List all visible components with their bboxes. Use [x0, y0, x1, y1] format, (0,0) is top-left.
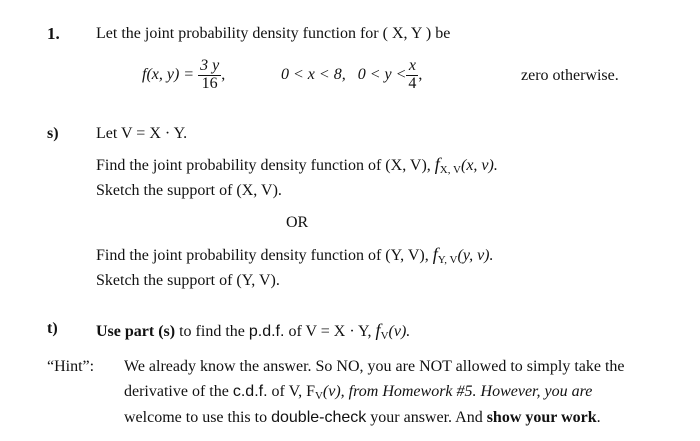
- density-denominator: 16: [201, 74, 218, 92]
- density-otherwise: zero otherwise.: [521, 67, 619, 84]
- problem-intro: Let the joint probability density function for ( X, Y ) be: [96, 25, 451, 42]
- part-t-f: f: [375, 320, 381, 340]
- hint-line3-a: welcome to use this to: [124, 409, 272, 426]
- hint-label: “Hint”:: [47, 358, 95, 375]
- pdf-term: p.d.f.: [248, 323, 285, 340]
- condition-x: 0 < x < 8,: [281, 66, 346, 83]
- condition-y-denominator: 4: [408, 74, 417, 92]
- density-numerator: 3 y: [200, 56, 220, 74]
- hint-line3-b: your answer. And: [366, 409, 487, 426]
- condition-y-left: 0 < y <: [357, 66, 407, 83]
- condition-y-comma: ,: [418, 66, 423, 83]
- double-check-term: double-check: [271, 409, 367, 426]
- part-s-sketch-yv: Sketch the support of (Y, V).: [96, 272, 280, 289]
- hint-line2-b: of V, F: [267, 383, 315, 400]
- use-part-s: Use part (s): [96, 323, 176, 340]
- part-t-text: [96, 320, 410, 342]
- density-formula: [142, 58, 225, 92]
- part-s-find-xv: [96, 154, 498, 176]
- density-lhs: f(x, y) =: [142, 66, 195, 83]
- part-t-rest2: of V = X · Y,: [284, 323, 376, 340]
- hint-line2-a: derivative of the: [124, 383, 233, 400]
- find-xv-f: f: [434, 154, 440, 174]
- part-t-label: t): [47, 320, 58, 337]
- density-conditions: [281, 58, 422, 92]
- part-s-sketch-xv: Sketch the support of (X, V).: [96, 182, 282, 199]
- find-yv-f: f: [432, 244, 438, 264]
- find-xv-text: Find the joint probability density function of (X, V),: [96, 157, 435, 174]
- problem-number: 1.: [47, 24, 60, 43]
- hint-line2-sub: V: [314, 390, 323, 402]
- hint-line-1: We already know the answer. So NO, you are NOT allowed to simply take the: [124, 358, 625, 375]
- condition-y-numerator: x: [406, 58, 418, 76]
- find-yv-sub: Y, V: [437, 254, 458, 266]
- cdf-term: c.d.f.: [232, 383, 268, 400]
- part-t-rest1: to find the: [175, 323, 249, 340]
- part-s-let: Let V = X · Y.: [96, 125, 188, 142]
- part-t-sub: V: [380, 330, 389, 342]
- part-s-find-yv: [96, 244, 494, 266]
- find-xv-sub: X, V: [439, 164, 461, 176]
- hint-line3-c: .: [596, 409, 601, 426]
- find-yv-args: (y, v).: [457, 247, 494, 264]
- find-yv-text: Find the joint probability density function of (Y, V),: [96, 247, 433, 264]
- hint-line2-c: (v), from Homework #5. However, you are: [322, 383, 593, 400]
- density-comma: ,: [221, 66, 226, 83]
- hint-line-3: [124, 409, 601, 427]
- density-fraction: [198, 58, 221, 93]
- show-your-work: show your work: [486, 409, 597, 426]
- condition-y-fraction: [406, 58, 418, 93]
- part-s-or: OR: [286, 214, 309, 231]
- hint-line-2: [124, 383, 592, 402]
- part-t-args: (v).: [388, 323, 411, 340]
- find-xv-args: (x, v).: [461, 157, 498, 174]
- part-s-label: s): [47, 125, 59, 142]
